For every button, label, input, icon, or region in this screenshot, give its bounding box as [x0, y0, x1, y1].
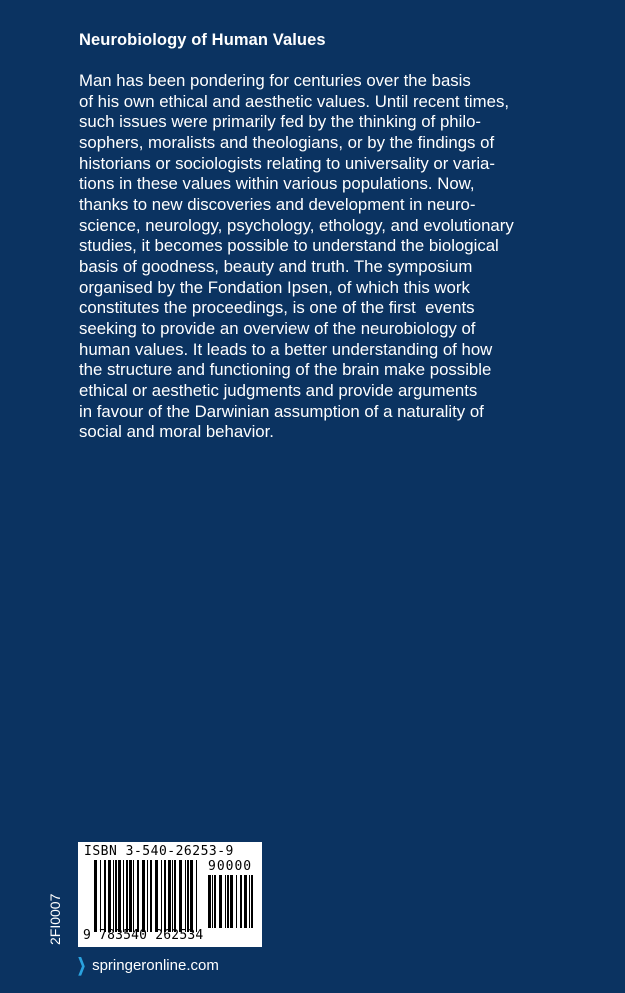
bar [244, 875, 247, 928]
ean-number: 9 783540 262534 [83, 928, 204, 943]
bar [225, 875, 226, 928]
bar [137, 860, 139, 932]
description-line: human values. It leads to a better understanding of how [79, 339, 493, 359]
description-line: social and moral behavior. [79, 422, 274, 442]
description-line: of his own ethical and aesthetic values. Until recent times, [79, 91, 510, 111]
description-line: the structure and functioning of the brain make possible [79, 360, 492, 380]
bar [100, 860, 101, 932]
bar [187, 860, 189, 932]
bar [129, 860, 132, 932]
addon-number: 90000 [208, 859, 253, 874]
bar [126, 860, 128, 932]
bar [113, 860, 114, 932]
description-line: ethical or aesthetic judgments and provide arguments [79, 380, 478, 400]
description-line: studies, it becomes possible to understand the biological [79, 236, 499, 256]
bar [227, 875, 229, 928]
chevron-right-icon: ❯ [77, 955, 87, 975]
bar [168, 860, 171, 932]
bar [108, 860, 111, 932]
bar [196, 860, 197, 932]
barcode-bars [94, 860, 199, 932]
description-line: in favour of the Darwinian assumption of a naturality of [79, 401, 484, 421]
bar [118, 860, 121, 932]
description-line: Man has been pondering for centuries over the basis [79, 71, 471, 90]
bar [161, 860, 162, 932]
bar [147, 860, 148, 932]
description [79, 71, 514, 443]
bar [172, 860, 173, 932]
website-link[interactable] [74, 955, 219, 976]
bar [164, 860, 166, 932]
description-line: thanks to new discoveries and development in neuro- [79, 194, 476, 214]
bar [212, 875, 213, 928]
addon-bars [208, 875, 256, 928]
bar [104, 860, 106, 932]
bar [230, 875, 233, 928]
bar [185, 860, 186, 932]
bar [214, 875, 216, 928]
book-title: Neurobiology of Human Values [79, 31, 326, 49]
bar [150, 860, 152, 932]
website-text: springeronline.com [92, 957, 219, 974]
bar [133, 860, 134, 932]
bar [249, 875, 250, 928]
description-line: constitutes the proceedings, is one of the first events [79, 298, 475, 318]
description-line: seeking to provide an overview of the neurobiology of [79, 318, 476, 338]
description-line: such issues were primarily fed by the thinking of philo- [79, 112, 482, 132]
bar [208, 875, 211, 928]
bar [179, 860, 182, 932]
description-line: sophers, moralists and theologians, or by the findings of [79, 132, 495, 152]
bar [240, 875, 242, 928]
bar [190, 860, 193, 932]
description-line: basis of goodness, beauty and truth. The symposium [79, 256, 473, 276]
description-line: science, neurology, psychology, ethology, and evolutionary [79, 215, 514, 235]
bar [142, 860, 145, 932]
bar [94, 860, 97, 932]
isbn-text: ISBN 3-540-26253-9 [84, 844, 234, 859]
bar [236, 875, 237, 928]
description-line: tions in these values within various populations. Now, [79, 174, 475, 194]
bar [174, 860, 176, 932]
product-code: 2FI0007 [47, 893, 63, 945]
isbn-barcode [78, 842, 262, 947]
description-line: organised by the Fondation Ipsen, of which this work [79, 277, 470, 297]
bar [251, 875, 253, 928]
bar [123, 860, 124, 932]
bar [219, 875, 222, 928]
bar [115, 860, 117, 932]
description-line: historians or sociologists relating to universality or varia- [79, 153, 495, 173]
bar [155, 860, 158, 932]
